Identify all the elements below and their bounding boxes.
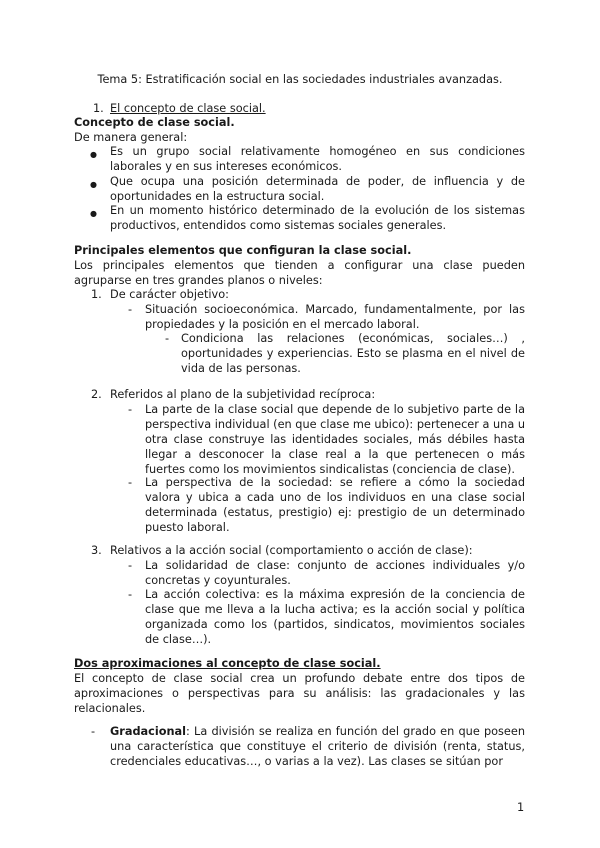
gradational-text: : La división se realiza en función del grado en que poseen una característica que constituye el criterio de división (renta, status, credenciales educativas…, o varias a la vez). Las clases se sitúan por — [110, 725, 525, 768]
dash-marker: - — [165, 332, 170, 345]
bullet-item: En un momento histórico determinado de la evolución de los sistemas productivos, entendidos como sistemas sociales generales. — [110, 204, 525, 232]
item-label: De carácter objetivo: — [110, 288, 229, 301]
gradational-term: Gradacional — [110, 725, 187, 738]
bullet-dot: ● — [90, 209, 97, 218]
dash-item: La solidaridad de clase: conjunto de acciones individuales y/o concretas y coyunturales. — [145, 559, 525, 587]
dash-item: La perspectiva de la sociedad: se refiere a cómo la sociedad valora y ubica a cada uno de los individuos en una clase social determinada (estatus, prestigio) ej: prestigio de un determinado puesto laboral. — [145, 476, 525, 534]
section-heading: El concepto de clase social. — [110, 102, 266, 115]
bullet-dot: ● — [90, 150, 97, 159]
dash-item: La acción colectiva: es la máxima expresión de la conciencia de clase que me lleva a la lucha activa; es la acción social y política organizada como los (partidos, sindicatos, movimientos sociales de clase…). — [145, 588, 525, 646]
item-label: Referidos al plano de la subjetividad recíproca: — [110, 388, 376, 401]
dash-item: Situación socioeconómica. Marcado, fundamentalmente, por las propiedades y la posición en el mercado laboral. — [145, 303, 525, 331]
bullet-item: Que ocupa una posición determinada de poder, de influencia y de oportunidades en la estructura social. — [110, 175, 525, 203]
approaches-intro: El concepto de clase social crea un profundo debate entre dos tipos de aproximaciones o perspectivas para su análisis: las gradacionales y las relacionales. — [74, 672, 525, 715]
gradational-paragraph — [110, 724, 525, 769]
bullet-dot: ● — [90, 180, 97, 189]
dash-marker: - — [128, 303, 133, 316]
intro-text: De manera general: — [74, 131, 188, 144]
dash-marker: - — [128, 559, 133, 572]
dash-marker: - — [128, 588, 133, 601]
elements-intro: Los principales elementos que tienden a configurar una clase pueden agruparse en tres grandes planos o niveles: — [74, 259, 525, 287]
subdash-item: Condiciona las relaciones (económicas, sociales…) , oportunidades y experiencias. Esto se plasma en el nivel de vida de las personas. — [181, 332, 525, 375]
section-number: 1. — [93, 102, 104, 115]
item-number: 2. — [91, 388, 102, 401]
bullet-item: Es un grupo social relativamente homogéneo en sus condiciones laborales y en sus intereses económicos. — [110, 145, 525, 173]
subheading-concepto: Concepto de clase social. — [74, 116, 235, 129]
dash-item: La parte de la clase social que depende de lo subjetivo parte de la perspectiva individual (en que clase me ubico): pertenecer a una u otra clase construye las identidades sociales, más débiles hasta llegar a desconocer la clase real a la que pertenecen o más fuertes como los movimientos sindicalistas (conciencia de clase). — [145, 403, 525, 476]
item-number: 1. — [91, 288, 102, 301]
dash-marker: - — [128, 476, 133, 489]
subheading-aproximaciones: Dos aproximaciones al concepto de clase social. — [74, 657, 381, 670]
dash-marker: - — [128, 403, 133, 416]
item-number: 3. — [91, 544, 102, 557]
document-title: Tema 5: Estratificación social en las sociedades industriales avanzadas. — [97, 73, 503, 86]
dash-marker: - — [91, 725, 96, 738]
item-label: Relativos a la acción social (comportamiento o acción de clase): — [110, 544, 473, 557]
subheading-elementos: Principales elementos que configuran la clase social. — [74, 244, 412, 257]
page-number: 1 — [517, 801, 525, 814]
